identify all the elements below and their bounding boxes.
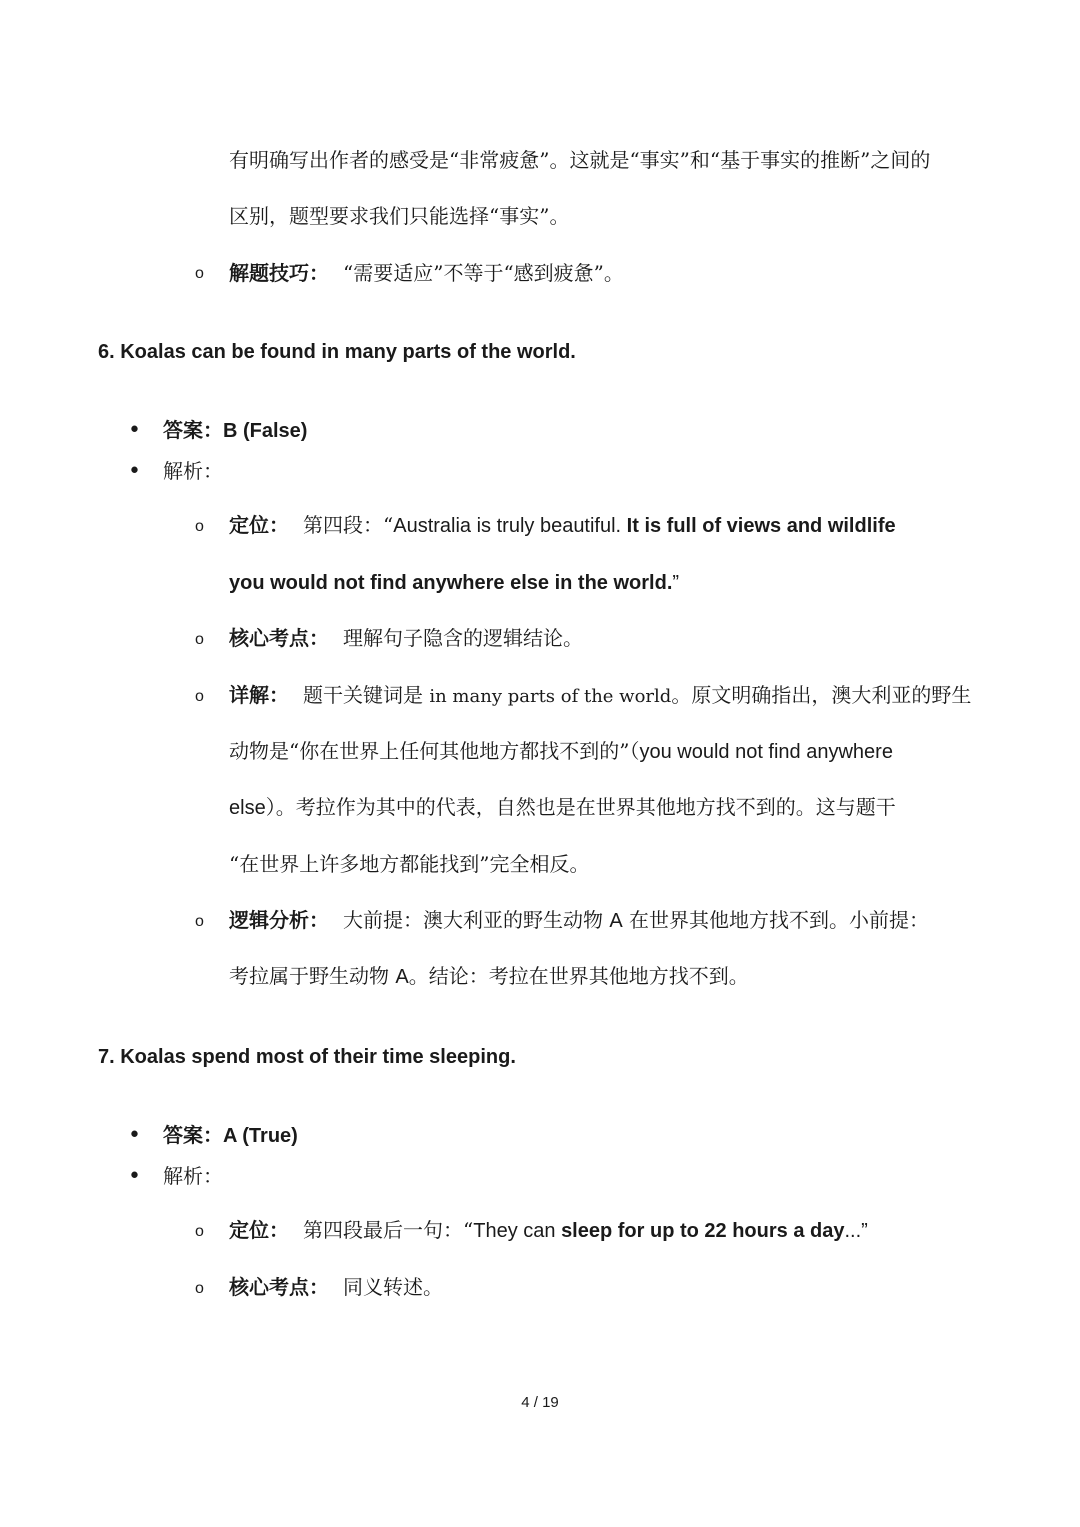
text: “在世界上许多地方都能找到”完全相反。 [229, 852, 590, 876]
q7-core [229, 1273, 443, 1301]
logic-label: 逻辑分析： [229, 908, 329, 932]
q6-detail-1 [229, 681, 971, 711]
locate-label: 定位： [229, 513, 289, 537]
q6-heading: 6. Koalas can be found in many parts of the world. [98, 341, 576, 363]
text: 在世界其他地方找不到。小前提： [622, 908, 930, 932]
q6-locate-cont [229, 568, 679, 597]
sub-bullet-marker: o [195, 1223, 204, 1240]
text: 解析： [163, 459, 223, 483]
locate-prefix: 第四段：“ [303, 513, 394, 537]
core-text: 同义转述。 [343, 1275, 443, 1299]
text: 题干关键词是 [303, 683, 430, 707]
locate-quote: Australia is truly beautiful. [393, 515, 627, 537]
q6-answer [163, 416, 307, 445]
locate-quote-bold: you would not find anywhere else in the world. [229, 572, 673, 594]
core-text: 理解句子隐含的逻辑结论。 [343, 626, 583, 650]
text: 。原文明确指出，澳大利亚的野生 [671, 683, 972, 707]
core-label: 核心考点： [229, 1275, 329, 1299]
core-label: 核心考点： [229, 626, 329, 650]
bullet-marker: • [128, 1123, 141, 1148]
text: 解析： [163, 1164, 223, 1188]
q7-locate [229, 1216, 868, 1245]
answer-value: B (False) [223, 420, 308, 442]
quote-close: ” [672, 572, 680, 594]
q7-answer [163, 1121, 298, 1150]
tip-label: 解题技巧： [229, 261, 329, 285]
q6-core [229, 624, 583, 652]
sub-bullet-marker: o [195, 688, 204, 705]
detail-label: 详解： [229, 683, 289, 707]
text: 动物是“你在世界上任何其他地方都找不到的”（ [229, 739, 640, 763]
q6-detail-3 [229, 793, 896, 822]
q6-detail-2 [229, 737, 893, 766]
sub-bullet-marker: o [195, 913, 204, 930]
q7-analysis-label [163, 1162, 223, 1190]
text: else [229, 797, 266, 819]
q7-heading: 7. Koalas spend most of their time sleeping. [98, 1046, 516, 1068]
text: 大前提：澳大利亚的野生动物 [343, 908, 610, 932]
continuation-line-2 [229, 202, 569, 230]
q6-analysis-label [163, 457, 223, 485]
text: 区别，题型要求我们只能选择“事实”。 [229, 204, 570, 228]
locate-quote-bold: sleep for up to 22 hours a day [561, 1220, 845, 1242]
text: you would not find anywhere [639, 741, 893, 763]
bullet-marker: • [128, 418, 141, 443]
text: 有明确写出作者的感受是“非常疲惫”。这就是“事实”和“基于事实的推断”之间的 [229, 148, 931, 172]
text: A [395, 966, 409, 988]
answer-label: 答案： [163, 418, 223, 442]
text: ）。考拉作为其中的代表，自然也是在世界其他地方找不到的。这与题干 [265, 795, 896, 819]
bullet-marker: • [128, 1164, 141, 1189]
answer-value: A (True) [223, 1125, 298, 1147]
continuation-line-1 [229, 146, 930, 174]
locate-prefix: 第四段最后一句：“ [303, 1218, 474, 1242]
tip-item [229, 259, 624, 287]
locate-quote: They can [473, 1220, 562, 1242]
sub-bullet-marker: o [195, 265, 204, 282]
locate-label: 定位： [229, 1218, 289, 1242]
text: A [609, 910, 623, 932]
q6-locate [229, 511, 896, 540]
page-number: 4 / 19 [521, 1394, 559, 1411]
q6-logic-1 [229, 906, 929, 935]
tip-text: “需要适应”不等于“感到疲惫”。 [343, 261, 624, 285]
bullet-marker: • [128, 459, 141, 484]
locate-quote-bold: It is full of views and wildlife [626, 515, 896, 537]
quote-close: ...” [844, 1220, 868, 1242]
text: 考拉属于野生动物 [229, 964, 396, 988]
q6-detail-4 [229, 850, 589, 878]
answer-label: 答案： [163, 1123, 223, 1147]
q6-logic-2 [229, 962, 749, 991]
keyword: in many parts of the world [429, 686, 672, 707]
text: 。结论：考拉在世界其他地方找不到。 [408, 964, 749, 988]
sub-bullet-marker: o [195, 631, 204, 648]
sub-bullet-marker: o [195, 1280, 204, 1297]
sub-bullet-marker: o [195, 518, 204, 535]
